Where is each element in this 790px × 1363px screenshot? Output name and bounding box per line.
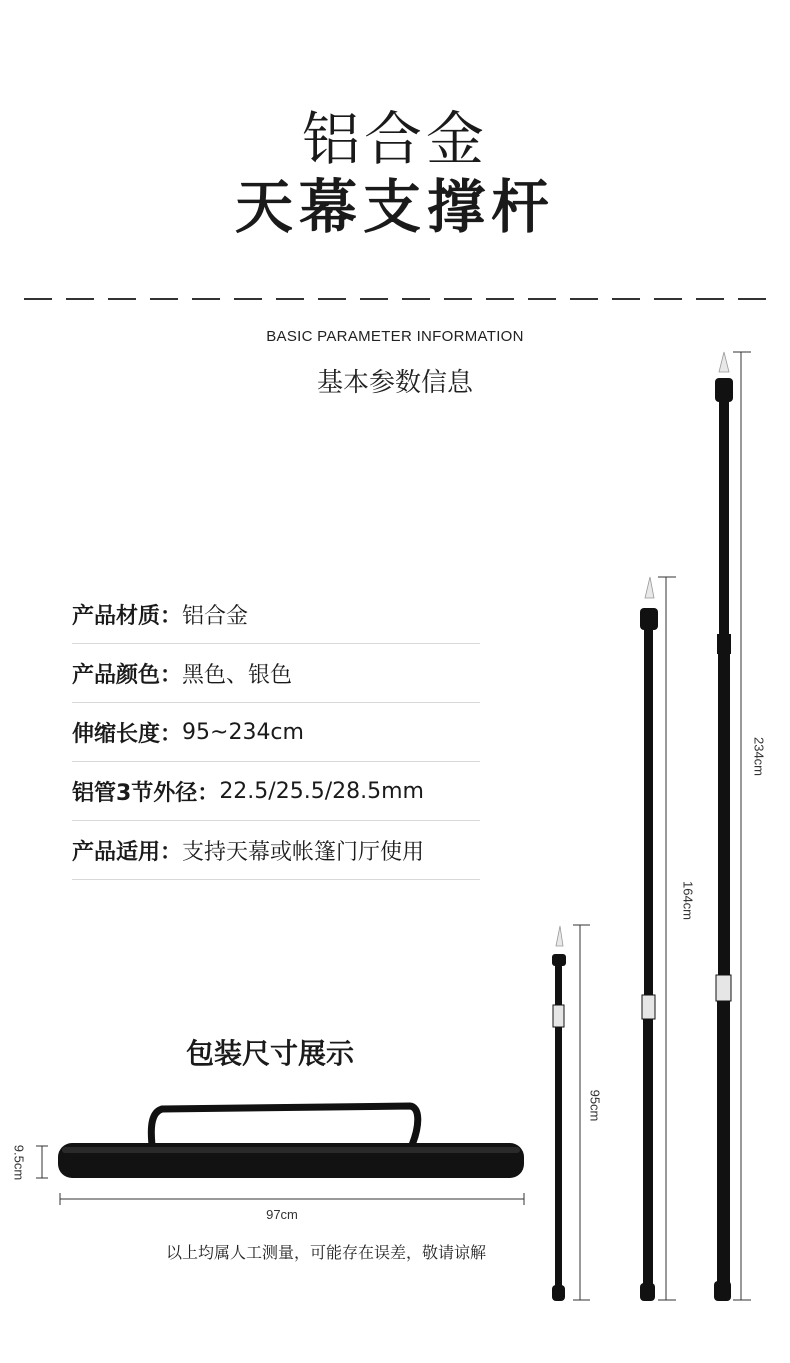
param-key: 产品适用： [72, 839, 183, 865]
param-key: 产品材质： [72, 603, 183, 629]
title-line-1: 铝合金 [301, 105, 488, 173]
pole-long-image [714, 352, 733, 1301]
param-value: 黑色、银色 [182, 662, 293, 688]
bag-length-dimension [60, 1193, 524, 1205]
param-value: 铝合金 [182, 603, 249, 629]
pole-short-length-label: 95cm [587, 1089, 603, 1122]
param-value: 支持天幕或帐篷门厅使用 [182, 839, 425, 865]
title-line-2: 天幕支撑杆 [234, 173, 555, 241]
section-title-cn: 基本参数信息 [316, 368, 473, 398]
package-title: 包装尺寸展示 [185, 1037, 354, 1070]
pole-mid-length-label: 164cm [680, 880, 696, 921]
param-key: 铝管3节外径： [72, 780, 220, 806]
bag-length-label: 97cm [266, 1207, 298, 1222]
param-key: 产品颜色： [72, 662, 183, 688]
bag-height-dimension [36, 1146, 48, 1178]
pole-mid-dimension [658, 577, 676, 1300]
measurement-note: 以上均属人工测量，可能存在误差，敬请谅解 [166, 1243, 487, 1262]
param-value: 22.5/25.5/28.5mm [219, 778, 424, 804]
param-value: 95~234cm [182, 719, 304, 745]
pole-long-dimension [733, 352, 751, 1300]
param-key: 伸缩长度： [72, 721, 183, 747]
pole-long-length-label: 234cm [751, 736, 767, 777]
section-title-en: BASIC PARAMETER INFORMATION [266, 328, 524, 345]
pole-mid-image [640, 577, 658, 1301]
carry-bag-image [58, 1106, 524, 1178]
bag-height-label: 9.5cm [11, 1144, 27, 1181]
